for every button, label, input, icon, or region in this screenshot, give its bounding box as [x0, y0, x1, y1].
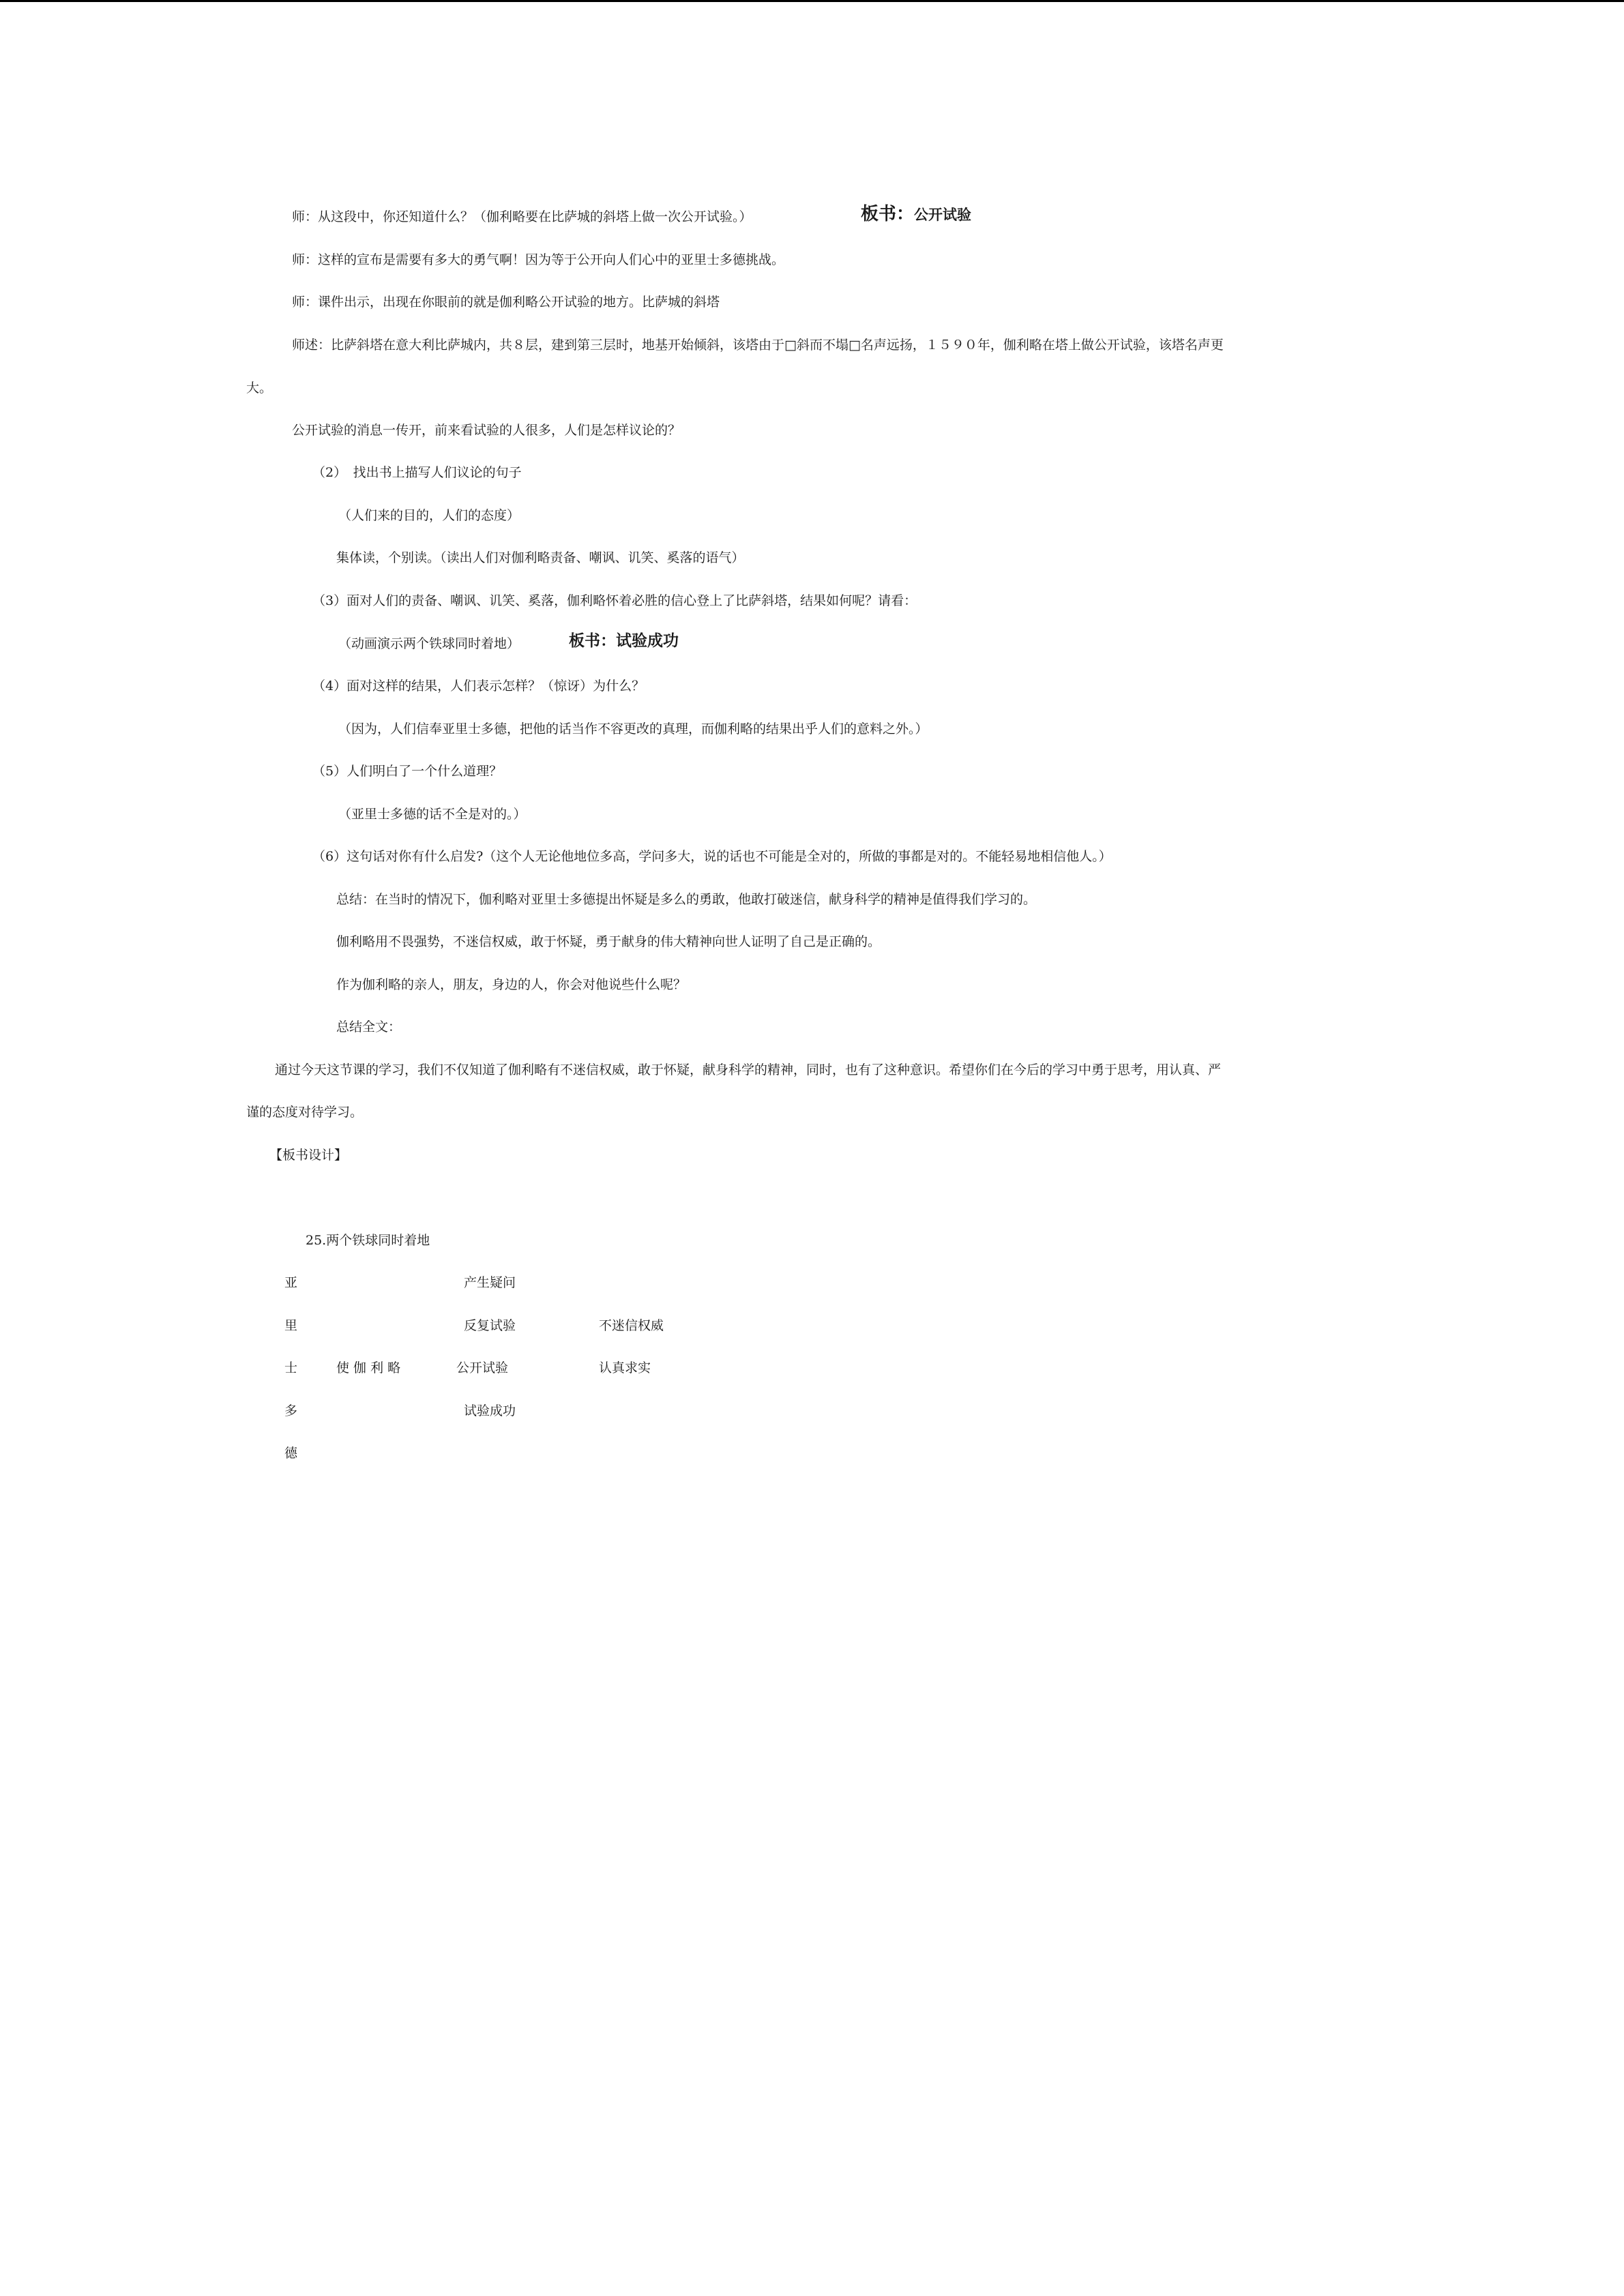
- board-design-heading: 【板书设计】: [269, 1148, 348, 1163]
- summary-spirit: 伽利略用不畏强势，不迷信权威，敢于怀疑，勇于献身的伟大精神向世人证明了自己是正确的。: [336, 934, 881, 949]
- step-2-find-sentences: （2） 找出书上描写人们议论的句子: [312, 465, 522, 480]
- step-3-question: （3）面对人们的责备、嘲讽、讥笑、奚落，伽利略怀着必胜的信心登上了比萨斜塔，结果如何呢？请看：: [312, 593, 917, 608]
- board-step: 产生疑问: [464, 1275, 516, 1290]
- board-step: 公开试验: [456, 1360, 509, 1375]
- step-2-note: （人们来的目的，人们的态度）: [338, 508, 520, 523]
- summary-heading: 总结全文：: [336, 1019, 402, 1034]
- line-text: 师：从这段中，你还知道什么？（伽利略要在比萨城的斜塔上做一次公开试验。）: [292, 209, 752, 224]
- paragraph-teacher-narration: 师述：比萨斜塔在意大利比萨城内，共８层，建到第三层时，地基开始倾斜，该塔由于□斜而不塌□名声远扬，１５９０年，伽利略在塔上做公开试验，该塔名声更: [292, 338, 1224, 353]
- step-2-reading: 集体读，个别读。（读出人们对伽利略责备、嘲讽、讥笑、奚落的语气）: [336, 550, 745, 565]
- paragraph-teacher-narration-cont: 大。: [246, 381, 273, 396]
- step-5-answer: （亚里士多德的话不全是对的。）: [338, 807, 527, 822]
- step-3-animation: （动画演示两个铁球同时着地）: [338, 636, 520, 651]
- vertical-char: 士: [284, 1360, 298, 1375]
- summary-courage: 总结：在当时的情况下，伽利略对亚里士多德提出怀疑是多么的勇敢，他敢打破迷信，献身科学的精神是值得我们学习的。: [336, 892, 1037, 907]
- vertical-char: 多: [284, 1403, 298, 1418]
- summary-prompt: 作为伽利略的亲人，朋友，身边的人，你会对他说些什么呢？: [336, 977, 687, 992]
- board-middle-label: 使 伽 利 略: [336, 1360, 401, 1375]
- conclusion-paragraph-cont: 谨的态度对待学习。: [246, 1105, 364, 1120]
- step-6-question: （6）这句话对你有什么启发?（这个人无论他地位多高，学问多大，说的话也不可能是全对的，所做的事都是对的。不能轻易地相信他人。）: [312, 849, 1112, 864]
- paragraph-teacher-courage: 师：这样的宣布是需要有多大的勇气啊！因为等于公开向人们心中的亚里士多德挑战。: [292, 252, 785, 267]
- step-4-question: （4）面对这样的结果，人们表示怎样？（惊讶）为什么？: [312, 679, 645, 694]
- vertical-char: 里: [284, 1318, 298, 1333]
- board-note-value: 公开试验: [914, 207, 972, 223]
- board-right-item: 认真求实: [599, 1360, 651, 1375]
- board-note-label: 板书：: [861, 204, 915, 224]
- board-step: 试验成功: [464, 1403, 516, 1418]
- top-border-rule: [0, 0, 1624, 2]
- step-5-question: （5）人们明白了一个什么道理？: [312, 764, 503, 779]
- paragraph-discussion-question: 公开试验的消息一传开，前来看试验的人很多，人们是怎样议论的？: [292, 423, 681, 438]
- vertical-char: 德: [284, 1446, 298, 1461]
- conclusion-paragraph: 通过今天这节课的学习，我们不仅知道了伽利略有不迷信权威，敢于怀疑，献身科学的精神，同时，也有了这种意识。希望你们在今后的学习中勇于思考，用认真、严: [275, 1062, 1222, 1077]
- board-note-success: 板书：试验成功: [569, 632, 679, 650]
- board-note-open-experiment: [861, 206, 971, 224]
- board-title: 25.两个铁球同时着地: [306, 1233, 430, 1248]
- board-right-item: 不迷信权威: [599, 1318, 664, 1333]
- step-4-answer: （因为，人们信奉亚里士多德，把他的话当作不容更改的真理，而伽利略的结果出乎人们的意料之外。）: [338, 721, 928, 736]
- vertical-char: 亚: [284, 1275, 298, 1290]
- board-step: 反复试验: [464, 1318, 516, 1333]
- paragraph-teacher-question: [292, 209, 752, 225]
- paragraph-teacher-courseware: 师：课件出示，出现在你眼前的就是伽利略公开试验的地方。比萨城的斜塔: [292, 295, 720, 310]
